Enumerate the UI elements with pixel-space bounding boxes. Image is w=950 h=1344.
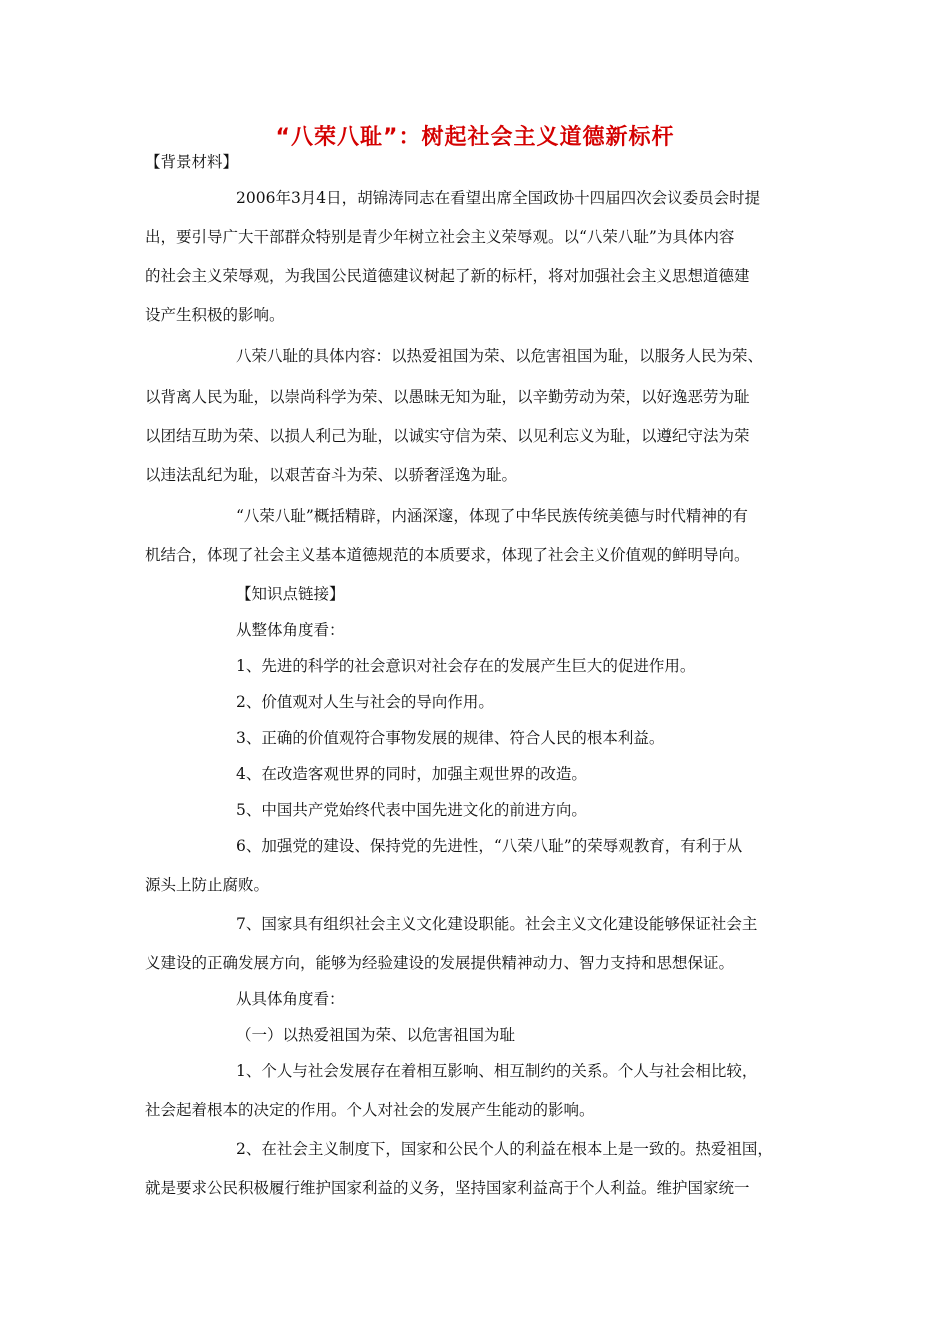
paragraph-line: 1、个人与社会发展存在着相互影响、相互制约的关系。个人与社会相比较， xyxy=(236,1062,758,1080)
section-heading-background: 【背景材料】 xyxy=(145,153,239,171)
paragraph-line: 以违法乱纪为耻，以艰苦奋斗为荣、以骄奢淫逸为耻。 xyxy=(145,466,518,484)
paragraph-line: 以背离人民为耻，以崇尚科学为荣、以愚昧无知为耻，以辛勤劳动为荣，以好逸恶劳为耻 xyxy=(145,388,750,406)
list-item: 7、国家具有组织社会主义文化建设职能。社会主义文化建设能够保证社会主 xyxy=(236,915,758,933)
paragraph-line: 以团结互助为荣、以损人利己为耻，以诚实守信为荣、以见利忘义为耻，以遵纪守法为荣 xyxy=(145,427,750,445)
paragraph-line: 设产生积极的影响。 xyxy=(145,306,285,324)
subheading-sub1: （一）以热爱祖国为荣、以危害祖国为耻 xyxy=(236,1026,516,1044)
paragraph-line: 出，要引导广大干部群众特别是青少年树立社会主义荣辱观。以“八荣八耻”为具体内容 xyxy=(145,228,735,246)
paragraph-line: 2、在社会主义制度下，国家和公民个人的利益在根本上是一致的。热爱祖国， xyxy=(236,1140,773,1158)
paragraph-line: 八荣八耻的具体内容：以热爱祖国为荣、以危害祖国为耻，以服务人民为荣、 xyxy=(236,347,764,365)
subheading-specific: 从具体角度看： xyxy=(236,990,345,1008)
section-heading-knowledge: 【知识点链接】 xyxy=(236,585,345,603)
list-item-cont: 义建设的正确发展方向，能够为经验建设的发展提供精神动力、智力支持和思想保证。 xyxy=(145,954,735,972)
list-item-cont: 源头上防止腐败。 xyxy=(145,876,270,894)
subheading-overall: 从整体角度看： xyxy=(236,621,345,639)
paragraph-line: 机结合，体现了社会主义基本道德规范的本质要求，体现了社会主义价值观的鲜明导向。 xyxy=(145,546,750,564)
paragraph-line: 的社会主义荣辱观，为我国公民道德建议树起了新的标杆，将对加强社会主义思想道德建 xyxy=(145,267,750,285)
paragraph-line: “八荣八耻”概括精辟，内涵深邃，体现了中华民族传统美德与时代精神的有 xyxy=(236,507,748,525)
list-item: 2、价值观对人生与社会的导向作用。 xyxy=(236,693,494,711)
page-title: “八荣八耻”：树起社会主义道德新标杆 xyxy=(275,125,675,150)
list-item: 3、正确的价值观符合事物发展的规律、符合人民的根本利益。 xyxy=(236,729,665,747)
list-item: 1、先进的科学的社会意识对社会存在的发展产生巨大的促进作用。 xyxy=(236,657,696,675)
paragraph-line: 社会起着根本的决定的作用。个人对社会的发展产生能动的影响。 xyxy=(145,1101,595,1119)
paragraph-line: 就是要求公民积极履行维护国家利益的义务，坚持国家利益高于个人利益。维护国家统一 xyxy=(145,1179,750,1197)
list-item: 5、中国共产党始终代表中国先进文化的前进方向。 xyxy=(236,801,587,819)
list-item: 4、在改造客观世界的同时，加强主观世界的改造。 xyxy=(236,765,587,783)
list-item: 6、加强党的建设、保持党的先进性，“八荣八耻”的荣辱观教育，有利于从 xyxy=(236,837,743,855)
paragraph-line: 2006年3月4日，胡锦涛同志在看望出席全国政协十四届四次会议委员会时提 xyxy=(236,189,761,207)
